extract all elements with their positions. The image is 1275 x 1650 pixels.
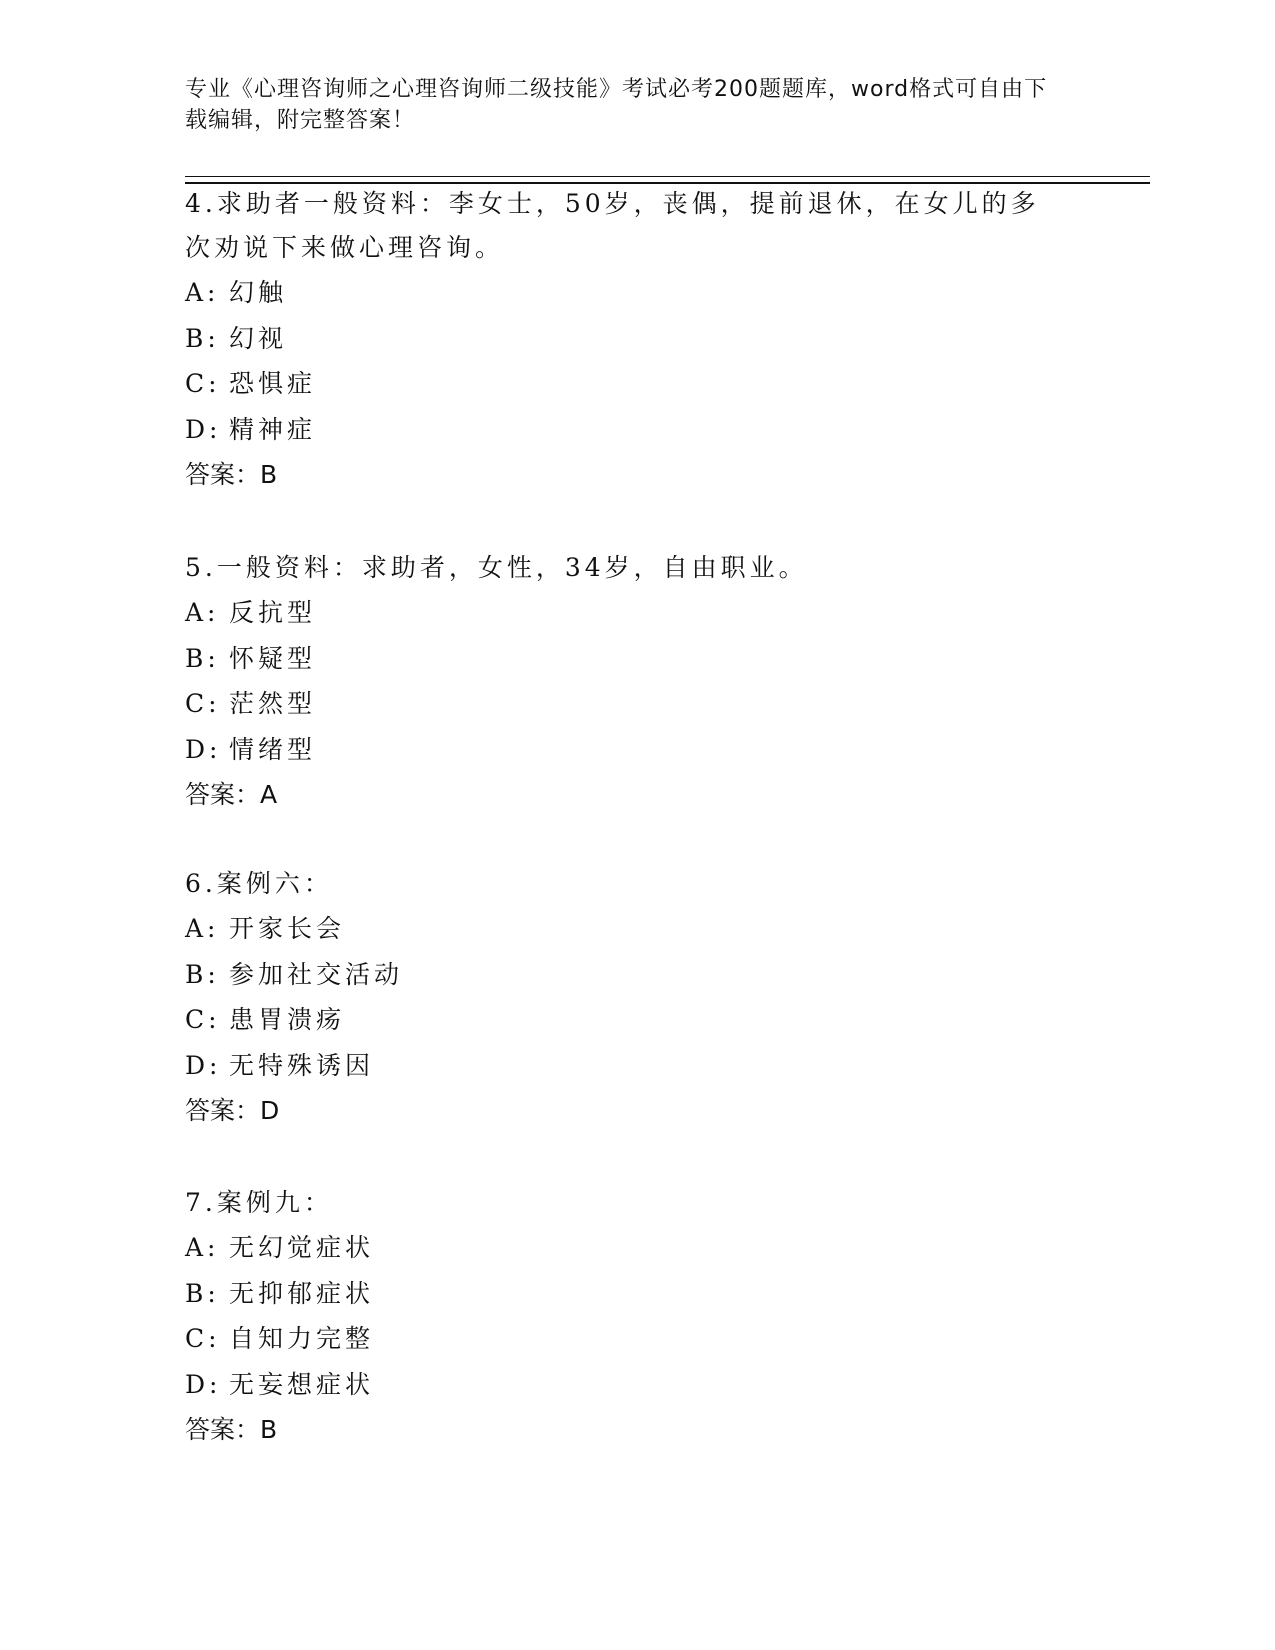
- question-stem: 5.一般资料：求助者，女性，34岁，自由职业。: [185, 553, 808, 582]
- option-text: 无妄想症状: [229, 1369, 375, 1399]
- answer-line: [185, 1088, 1065, 1134]
- option-key: A:: [185, 914, 220, 943]
- option-key: C:: [185, 689, 221, 718]
- option-b: [185, 636, 1065, 682]
- answer-label: 答案：: [185, 1415, 261, 1444]
- answer-line: [185, 772, 1065, 818]
- answer-line: [185, 452, 1065, 498]
- question-7: [185, 1181, 1065, 1453]
- option-b: [185, 952, 1065, 998]
- option-text: 幻触: [229, 278, 288, 307]
- option-a: [185, 270, 1065, 316]
- option-key: A:: [185, 278, 220, 307]
- question-stem: 4.求助者一般资料：李女士，50岁，丧偶，提前退休，在女儿的多次劝说下来做心理咨询。: [185, 189, 1040, 262]
- answer-value: A: [260, 780, 278, 809]
- option-c: [185, 681, 1065, 727]
- option-key: D:: [185, 414, 222, 444]
- question-4: [185, 182, 1065, 498]
- option-key: C:: [185, 1324, 221, 1353]
- answer-label: 答案：: [185, 780, 261, 809]
- option-text: 开家长会: [229, 914, 346, 943]
- option-text: 恐惧症: [229, 369, 317, 398]
- header-divider-thin: [185, 176, 1150, 177]
- question-stem: 7.案例九：: [185, 1188, 333, 1217]
- option-text: 幻视: [229, 323, 288, 353]
- option-text: 茫然型: [229, 689, 317, 718]
- option-key: B:: [185, 323, 220, 353]
- option-c: [185, 1316, 1065, 1362]
- option-key: D:: [185, 1369, 222, 1399]
- option-c: [185, 997, 1065, 1043]
- option-b: [185, 1271, 1065, 1317]
- option-key: D:: [185, 1050, 222, 1080]
- option-key: A:: [185, 1233, 220, 1262]
- option-key: C:: [185, 369, 221, 398]
- option-c: [185, 361, 1065, 407]
- option-text: 无特殊诱因: [229, 1050, 375, 1080]
- option-a: [185, 590, 1065, 636]
- option-key: D:: [185, 734, 222, 764]
- question-5: [185, 546, 1065, 818]
- option-text: 精神症: [229, 414, 317, 444]
- answer-value: B: [260, 460, 278, 489]
- option-d: [185, 1043, 1065, 1089]
- option-text: 怀疑型: [229, 643, 317, 673]
- option-d: [185, 727, 1065, 773]
- option-text: 情绪型: [229, 734, 317, 764]
- option-key: A:: [185, 598, 220, 627]
- answer-label: 答案：: [185, 460, 261, 489]
- question-6: [185, 862, 1065, 1134]
- document-intro: 专业《心理咨询师之心理咨询师二级技能》考试必考200题题库，word格式可自由下载编辑，附完整答案！: [185, 77, 1048, 133]
- answer-value: D: [260, 1096, 280, 1125]
- option-d: [185, 407, 1065, 453]
- option-text: 反抗型: [229, 598, 317, 627]
- option-text: 自知力完整: [229, 1324, 375, 1353]
- option-d: [185, 1362, 1065, 1408]
- option-key: B:: [185, 643, 220, 673]
- option-a: [185, 1225, 1065, 1271]
- option-text: 患胃溃疡: [229, 1005, 346, 1034]
- option-key: B:: [185, 1278, 220, 1308]
- question-stem: 6.案例六：: [185, 869, 333, 898]
- option-text: 无抑郁症状: [229, 1278, 375, 1308]
- answer-line: [185, 1407, 1065, 1453]
- option-key: B:: [185, 959, 220, 989]
- option-b: [185, 316, 1065, 362]
- option-text: 参加社交活动: [229, 959, 404, 989]
- option-key: C:: [185, 1005, 221, 1034]
- answer-value: B: [260, 1415, 278, 1444]
- answer-label: 答案：: [185, 1096, 261, 1125]
- option-text: 无幻觉症状: [229, 1233, 375, 1262]
- option-a: [185, 906, 1065, 952]
